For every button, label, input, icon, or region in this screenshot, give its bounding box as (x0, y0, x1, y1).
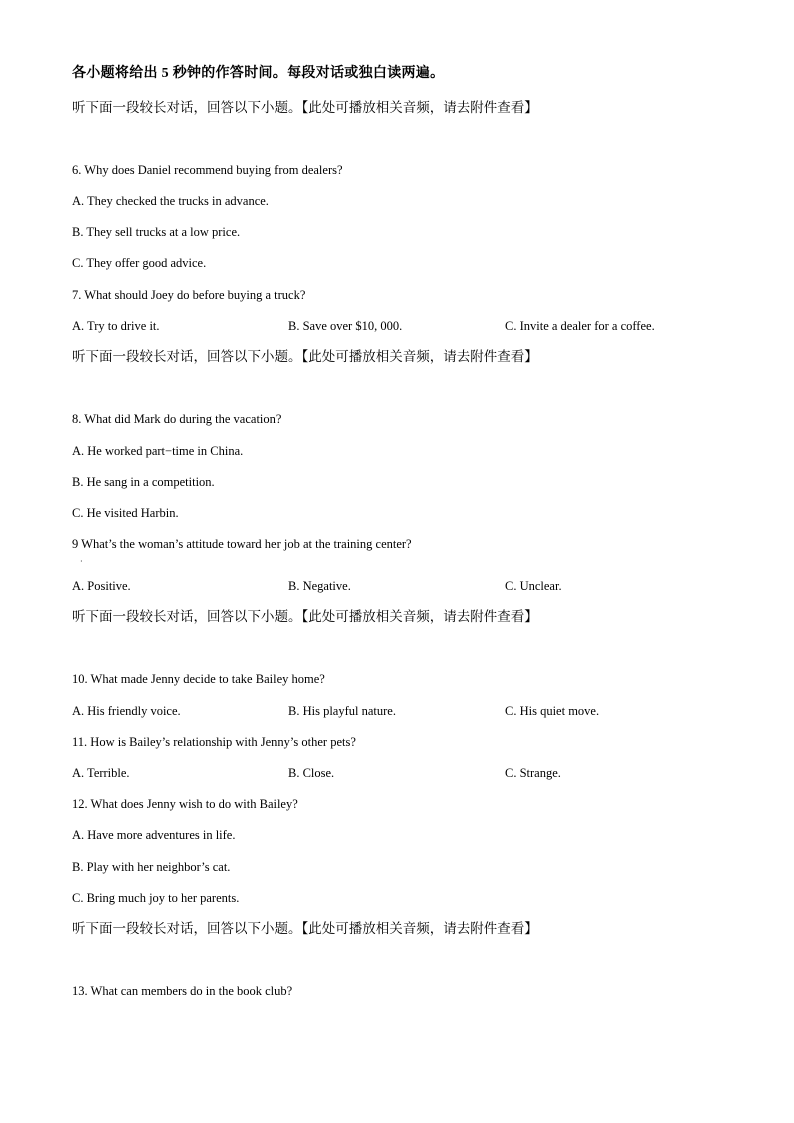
audio-notice-3: 听下面一段较长对话，回答以下小题。【此处可播放相关音频，请去附件查看】 (72, 609, 538, 624)
audio-notice-2: 听下面一段较长对话，回答以下小题。【此处可播放相关音频，请去附件查看】 (72, 349, 538, 364)
q7-option-c: C. Invite a dealer for a coffee. (505, 319, 655, 333)
q7-option-b: B. Save over $10, 000. (288, 319, 403, 333)
question-8: 8. What did Mark do during the vacation? (72, 412, 282, 426)
question-9: 9 What’s the woman’s attitude toward her job at the training center? (72, 537, 412, 551)
question-12: 12. What does Jenny wish to do with Bailey? (72, 797, 298, 811)
q12-option-c: C. Bring much joy to her parents. (72, 891, 240, 905)
question-7: 7. What should Joey do before buying a truck? (72, 288, 306, 302)
q10-option-c: C. His quiet move. (505, 704, 600, 718)
q7-option-a: A. Try to drive it. (72, 319, 160, 333)
question-11: 11. How is Bailey’s relationship with Jenny’s other pets? (72, 735, 356, 749)
question-10: 10. What made Jenny decide to take Bailey home? (72, 672, 325, 686)
q8-option-b: B. He sang in a competition. (72, 475, 215, 489)
q11-options (72, 765, 772, 781)
q12-option-b: B. Play with her neighbor’s cat. (72, 860, 231, 874)
q9-option-c: C. Unclear. (505, 579, 562, 593)
q11-option-a: A. Terrible. (72, 766, 130, 780)
q6-option-b: B. They sell trucks at a low price. (72, 225, 241, 239)
question-6: 6. Why does Daniel recommend buying from dealers? (72, 163, 343, 177)
q6-option-c: C. They offer good advice. (72, 256, 207, 270)
q9-options (72, 578, 772, 594)
q8-option-c: C. He visited Harbin. (72, 506, 179, 520)
q10-option-b: B. His playful nature. (288, 704, 396, 718)
q6-option-a: A. They checked the trucks in advance. (72, 194, 269, 208)
q8-option-a: A. He worked part−time in China. (72, 444, 244, 458)
q10-option-a: A. His friendly voice. (72, 704, 181, 718)
q9-option-b: B. Negative. (288, 579, 351, 593)
stray-mark: · (80, 557, 83, 566)
q7-options (72, 318, 772, 334)
q10-options (72, 703, 772, 719)
question-13: 13. What can members do in the book club? (72, 984, 293, 998)
audio-notice-4: 听下面一段较长对话，回答以下小题。【此处可播放相关音频，请去附件查看】 (72, 921, 538, 936)
q12-option-a: A. Have more adventures in life. (72, 828, 236, 842)
q9-option-a: A. Positive. (72, 579, 131, 593)
audio-notice-1: 听下面一段较长对话，回答以下小题。【此处可播放相关音频，请去附件查看】 (72, 100, 538, 115)
q11-option-c: C. Strange. (505, 766, 561, 780)
section-instructions: 各小题将给出 5 秒钟的作答时间。每段对话或独白读两遍。 (72, 66, 445, 81)
q11-option-b: B. Close. (288, 766, 335, 780)
